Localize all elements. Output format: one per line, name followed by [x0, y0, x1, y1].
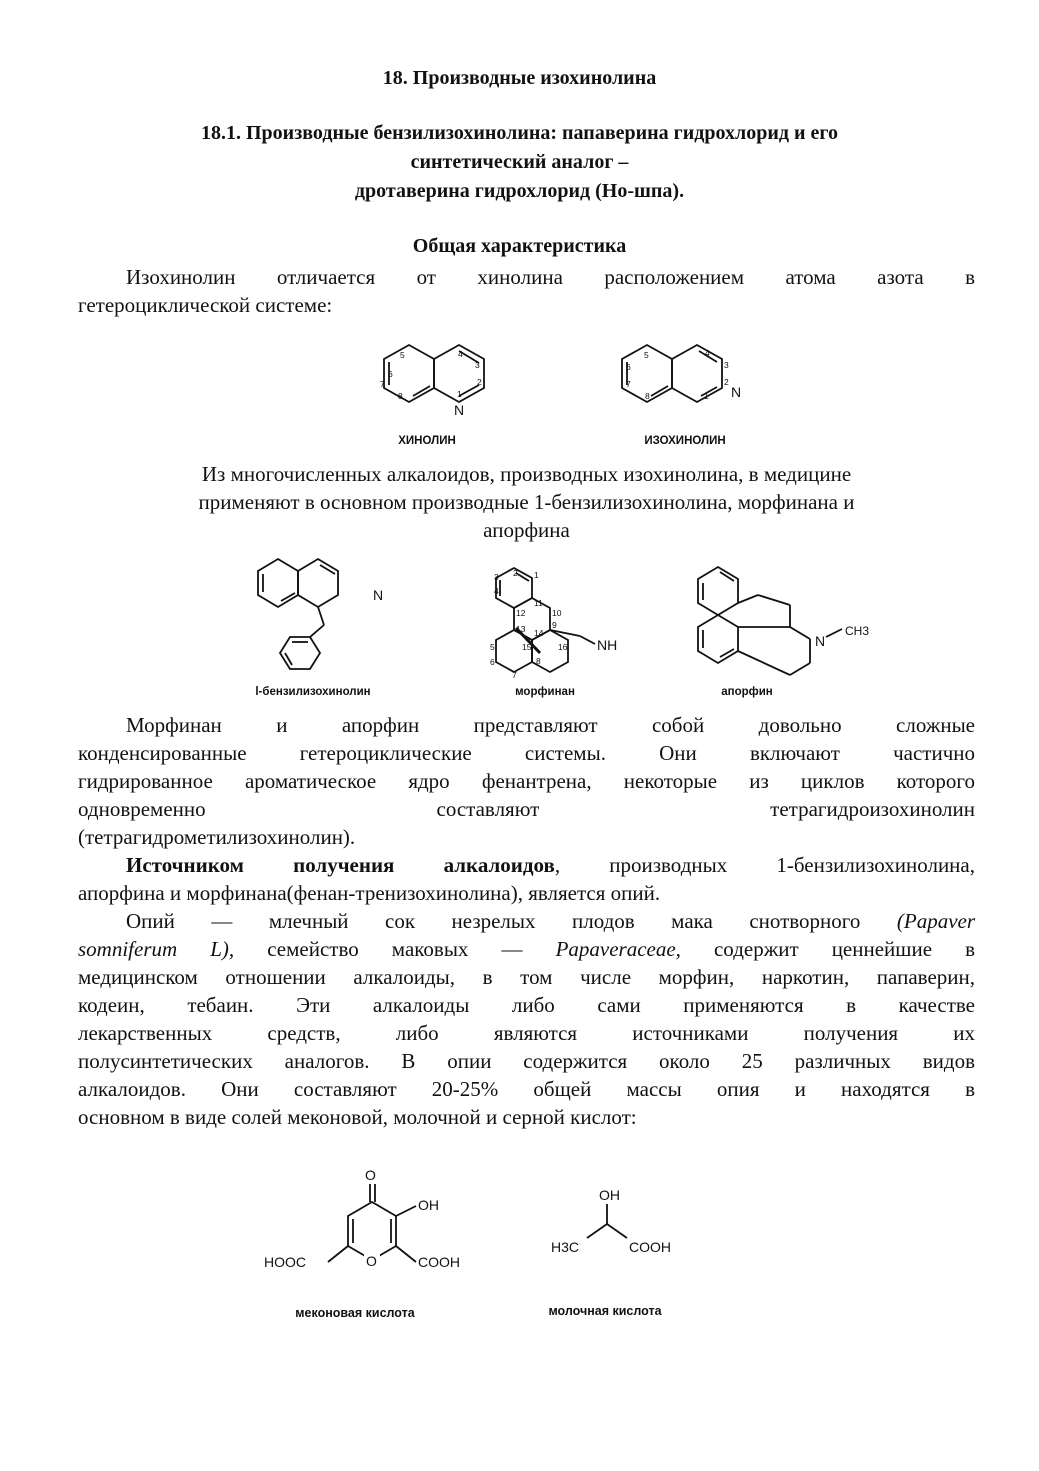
atom-number: 4 — [705, 348, 710, 358]
atom-number: 2 — [724, 377, 729, 387]
atom-number: 7 — [380, 379, 385, 389]
atom-number: 2 — [513, 568, 518, 578]
atom-number: 9 — [552, 620, 557, 630]
oxygen-atom: O — [365, 1167, 376, 1183]
paragraph-line: апорфина и морфинана(фенан-тренизохинолина), является опий. — [78, 881, 661, 905]
section-title-line2: синтетический аналог – — [410, 151, 629, 173]
atom-number: 2 — [477, 377, 482, 387]
atom-number: 10 — [552, 608, 562, 618]
nitrogen-atom: N — [815, 633, 826, 649]
methyl-group: CH3 — [845, 624, 870, 638]
atom-number: 6 — [490, 657, 495, 667]
paragraph-text: содержит ценнейшие в — [713, 937, 975, 961]
quinoline-caption: ХИНОЛИН — [398, 435, 456, 447]
atom-number: 7 — [626, 379, 631, 389]
atom-number: 5 — [490, 642, 495, 652]
paragraph-line: Из многочисленных алкалоидов, производных изохинолина, в медицине — [201, 462, 852, 486]
atom-number: 8 — [536, 656, 541, 666]
latin-name: Papaveraceae, — [555, 937, 681, 961]
paragraph-line — [78, 851, 975, 879]
nitrogen-atom: N — [373, 587, 384, 603]
paragraph-line: гидрированное ароматическое ядро фенантрена, некоторые из циклов которого — [78, 769, 975, 793]
atom-number: 6 — [626, 362, 631, 372]
bold-phrase: Источником получения алкалоидов — [126, 853, 555, 877]
atom-number: 13 — [516, 624, 526, 634]
section-title-line1: 18.1. Производные бензилизохинолина: папаверина гидрохлорид и его — [201, 122, 838, 144]
paragraph-line: основном в виде солей меконовой, молочной и серной кислот: — [78, 1105, 637, 1129]
atom-number: 6 — [388, 369, 393, 379]
morphinan-paragraph — [78, 711, 975, 851]
benzylisoquinoline-structure — [240, 555, 400, 685]
atom-number: 4 — [458, 349, 463, 359]
intro-line: Изохинолин отличается от хинолина расположением атома азота в — [126, 265, 975, 289]
methyl-group: H3C — [551, 1239, 580, 1255]
atom-number: 3 — [494, 572, 499, 582]
aporphine-structure — [690, 555, 890, 685]
atom-number: 8 — [398, 391, 403, 401]
paragraph-line — [78, 907, 975, 935]
aporphine-caption: апорфин — [721, 686, 773, 698]
latin-name: (Papaver — [896, 909, 976, 933]
chapter-title: 18. Производные изохинолина — [382, 67, 657, 89]
atom-number: 5 — [644, 350, 649, 360]
paragraph-line: применяют в основном производные 1-бензилизохинолина, морфинана и — [198, 490, 855, 514]
carboxyl-group: COOH — [418, 1254, 460, 1270]
subsection-heading: Общая характеристика — [412, 235, 627, 257]
atom-number: 14 — [534, 628, 544, 638]
nh-group: NH — [597, 637, 618, 653]
paragraph-text: , производных 1-бензилизохинолина, — [554, 853, 975, 877]
atom-number: 12 — [516, 608, 526, 618]
paragraph-line: алкалоидов. Они составляют 20-25% общей массы опия и находятся в — [78, 1077, 975, 1101]
paragraph-line: (тетрагидрометилизохинолин). — [78, 825, 356, 849]
paragraph-text: семейство маковых — — [267, 937, 523, 961]
quinoline-structure — [360, 335, 510, 420]
oxygen-atom: O — [366, 1253, 377, 1269]
atom-number: 1 — [534, 570, 539, 580]
meconic-acid-structure — [258, 1160, 488, 1295]
lactic-acid-caption: молочная кислота — [548, 1304, 662, 1318]
morphinan-caption: морфинан — [515, 686, 575, 698]
atom-number: 5 — [400, 350, 405, 360]
lactic-acid-structure — [545, 1180, 705, 1265]
morphinan-structure — [470, 558, 630, 688]
paragraph-line: конденсированные гетероциклические системы. Они включают частично — [78, 741, 975, 765]
carboxyl-group: HOOC — [264, 1254, 306, 1270]
atom-number: 3 — [724, 360, 729, 370]
atom-number: 7 — [512, 670, 517, 680]
paragraph-line: апорфина — [483, 518, 570, 542]
latin-name: somniferum L), — [78, 937, 235, 961]
hydroxyl-group: OH — [418, 1197, 439, 1213]
paragraph-line: Морфинан и апорфин представляют собой довольно сложные — [126, 713, 975, 737]
hydroxyl-group: OH — [599, 1187, 620, 1203]
benzylisoquinoline-caption: l-бензилизохинолин — [255, 686, 371, 698]
isoquinoline-structure — [607, 335, 757, 420]
paragraph-line: медицинском отношении алкалоиды, в том числе морфин, наркотин, папаверин, — [78, 965, 975, 989]
paragraph-line: кодеин, тебаин. Эти алкалоиды либо сами применяются в качестве — [78, 993, 975, 1017]
meconic-acid-caption: меконовая кислота — [295, 1306, 415, 1320]
nitrogen-atom: N — [731, 384, 742, 400]
nitrogen-atom: N — [454, 402, 465, 418]
atom-number: 3 — [475, 360, 480, 370]
paragraph-line: полусинтетических аналогов. В опии содержится около 25 различных видов — [78, 1049, 975, 1073]
atom-number: 4 — [494, 586, 499, 596]
intro-line: гетероциклической системе: — [78, 293, 333, 317]
atom-number: 16 — [558, 642, 568, 652]
atom-number: 15 — [522, 642, 532, 652]
source-paragraph — [78, 851, 975, 907]
alkaloids-paragraph — [78, 460, 975, 544]
intro-paragraph — [78, 263, 975, 319]
carboxyl-group: COOH — [629, 1239, 671, 1255]
paragraph-line — [78, 935, 975, 963]
paragraph-line: лекарственных средств, либо являются источниками получения их — [78, 1021, 975, 1045]
paragraph-line: одновременно составляют тетрагидроизохинолин — [78, 797, 975, 821]
opium-paragraph — [78, 907, 975, 1131]
section-title-line3: дротаверина гидрохлорид (Но-шпа). — [354, 180, 685, 202]
atom-number: 11 — [534, 598, 543, 608]
atom-number: 1 — [457, 389, 462, 399]
isoquinoline-caption: ИЗОХИНОЛИН — [644, 435, 726, 447]
atom-number: 8 — [645, 391, 650, 401]
atom-number: 1 — [704, 391, 709, 401]
paragraph-text: Опий — млечный сок незрелых плодов мака снотворного — [126, 909, 861, 933]
